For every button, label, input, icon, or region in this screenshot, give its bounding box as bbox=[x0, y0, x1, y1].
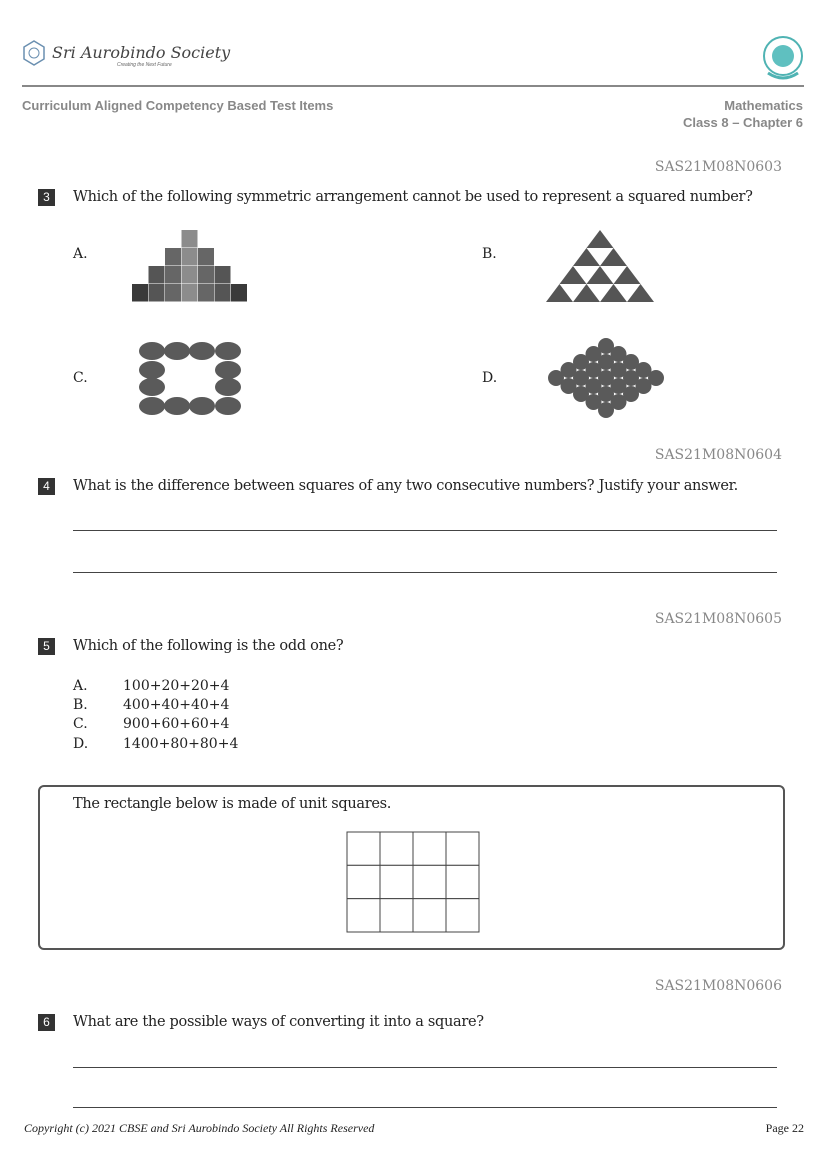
option-d-label[interactable]: D. bbox=[482, 370, 498, 386]
sri-aurobindo-logo bbox=[22, 38, 231, 72]
pyramid-square bbox=[231, 284, 247, 302]
question-text: What are the possible ways of converting it into a square? bbox=[73, 1014, 484, 1030]
unit-square bbox=[446, 899, 479, 932]
pyramid-square bbox=[182, 284, 198, 302]
question-code: SAS21M08N0603 bbox=[654, 159, 782, 175]
svg-text:Creating the Next Future: Creating the Next Future bbox=[117, 62, 172, 68]
option-a-figure-pyramid bbox=[132, 228, 250, 302]
question-code: SAS21M08N0606 bbox=[654, 978, 782, 994]
pyramid-square bbox=[215, 284, 231, 302]
circle-dot bbox=[648, 370, 664, 386]
pyramid-square bbox=[182, 248, 198, 266]
pyramid-square bbox=[132, 284, 148, 302]
oval bbox=[215, 361, 241, 379]
unit-square bbox=[413, 865, 446, 898]
question-text: Which of the following is the odd one? bbox=[73, 638, 344, 654]
header-divider bbox=[22, 85, 804, 87]
question-text: What is the difference between squares of any two consecutive numbers? Justify your answer. bbox=[73, 478, 738, 494]
option-c-figure-ring bbox=[138, 340, 244, 416]
option-d-label[interactable]: D. bbox=[73, 736, 89, 752]
option-a-label[interactable]: A. bbox=[73, 678, 88, 694]
pyramid-square bbox=[165, 248, 181, 266]
pyramid-square bbox=[149, 266, 165, 284]
pyramid-square bbox=[198, 248, 214, 266]
svg-text:Sri Aurobindo Society: Sri Aurobindo Society bbox=[52, 43, 231, 62]
oval bbox=[164, 397, 190, 415]
unit-square bbox=[347, 899, 380, 932]
unit-square bbox=[380, 899, 413, 932]
unit-square-rectangle bbox=[346, 831, 480, 933]
option-a-value[interactable]: 100+20+20+4 bbox=[123, 678, 230, 694]
question-text: Which of the following symmetric arrangement cannot be used to represent a squared number? bbox=[73, 189, 753, 205]
pyramid-square bbox=[149, 284, 165, 302]
option-b-figure-triangles bbox=[546, 228, 656, 302]
option-b-label[interactable]: B. bbox=[73, 697, 88, 713]
pyramid-square bbox=[215, 266, 231, 284]
option-c-label[interactable]: C. bbox=[73, 716, 88, 732]
unit-square bbox=[347, 865, 380, 898]
oval bbox=[139, 361, 165, 379]
option-b-label[interactable]: B. bbox=[482, 246, 497, 262]
answer-line[interactable] bbox=[73, 530, 777, 531]
option-d-value[interactable]: 1400+80+80+4 bbox=[123, 736, 239, 752]
oval bbox=[215, 397, 241, 415]
question-code: SAS21M08N0605 bbox=[654, 611, 782, 627]
option-b-value[interactable]: 400+40+40+4 bbox=[123, 697, 230, 713]
answer-line[interactable] bbox=[73, 1067, 777, 1068]
option-c-label[interactable]: C. bbox=[73, 370, 88, 386]
unit-square bbox=[446, 865, 479, 898]
header-left-title: Curriculum Aligned Competency Based Test Items bbox=[22, 98, 334, 113]
oval bbox=[215, 342, 241, 360]
oval bbox=[139, 397, 165, 415]
pyramid-square bbox=[182, 230, 198, 248]
question-number: 5 bbox=[38, 638, 55, 655]
pyramid-square bbox=[182, 266, 198, 284]
unit-square bbox=[413, 832, 446, 865]
unit-square bbox=[380, 865, 413, 898]
oval bbox=[139, 342, 165, 360]
footer-copyright: Copyright (c) 2021 CBSE and Sri Aurobindo Society All Rights Reserved bbox=[24, 1121, 375, 1135]
option-c-value[interactable]: 900+60+60+4 bbox=[123, 716, 230, 732]
pyramid-square bbox=[165, 284, 181, 302]
question-number: 3 bbox=[38, 189, 55, 206]
oval bbox=[139, 378, 165, 396]
question-number: 4 bbox=[38, 478, 55, 495]
header-class-chapter: Class 8 – Chapter 6 bbox=[683, 115, 803, 130]
unit-square bbox=[446, 832, 479, 865]
oval bbox=[215, 378, 241, 396]
answer-line[interactable] bbox=[73, 1107, 777, 1108]
pyramid-square bbox=[198, 284, 214, 302]
oval bbox=[189, 397, 215, 415]
cbse-seal bbox=[762, 35, 804, 87]
oval bbox=[189, 342, 215, 360]
stimulus-text: The rectangle below is made of unit squares. bbox=[73, 796, 392, 812]
unit-square bbox=[380, 832, 413, 865]
unit-square bbox=[413, 899, 446, 932]
header-subject: Mathematics bbox=[724, 98, 803, 113]
unit-square bbox=[347, 832, 380, 865]
pyramid-square bbox=[198, 266, 214, 284]
option-a-label[interactable]: A. bbox=[73, 246, 88, 262]
oval bbox=[164, 342, 190, 360]
footer-page-number: Page 22 bbox=[765, 1121, 804, 1135]
pyramid-square bbox=[165, 266, 181, 284]
option-d-figure-diamond bbox=[546, 338, 666, 418]
question-number: 6 bbox=[38, 1014, 55, 1031]
question-code: SAS21M08N0604 bbox=[654, 447, 782, 463]
answer-line[interactable] bbox=[73, 572, 777, 573]
